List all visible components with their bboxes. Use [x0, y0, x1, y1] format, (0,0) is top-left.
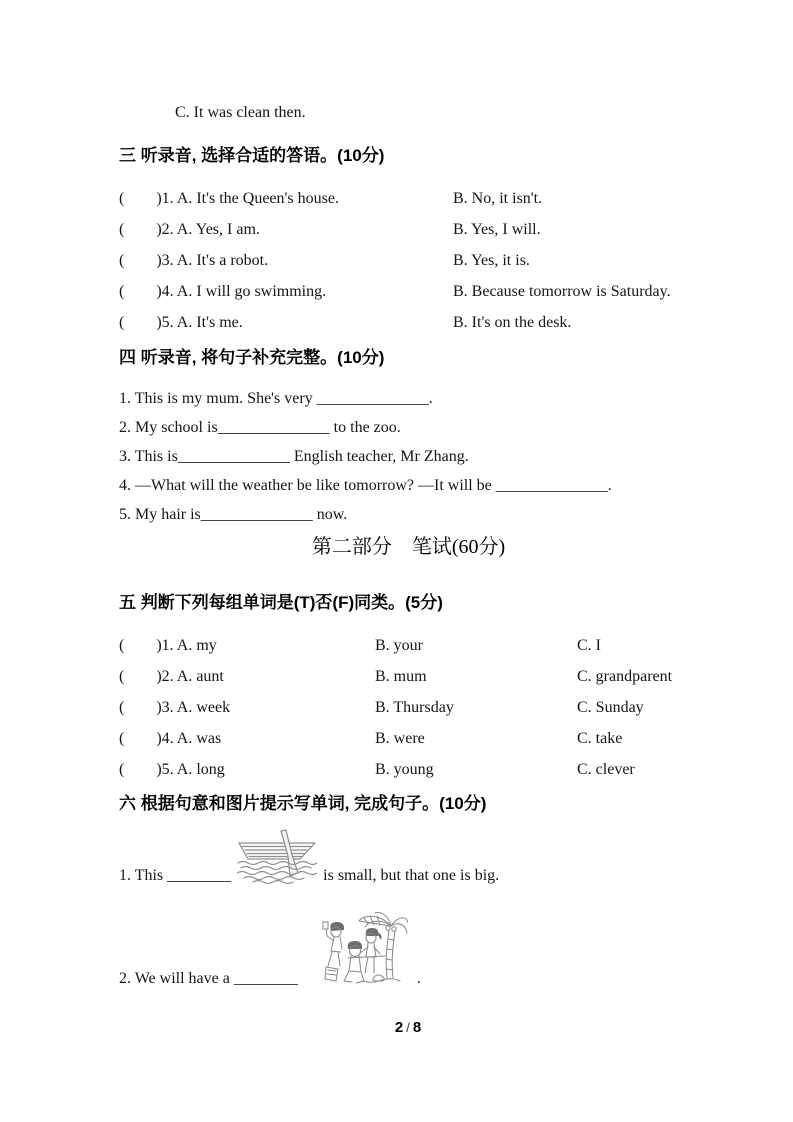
fill-blank-sentence: 5. My hair is______________ now.	[119, 506, 348, 523]
question-row	[119, 282, 698, 302]
option-b: B. your	[375, 637, 423, 654]
page-number	[119, 1019, 698, 1036]
option-a: ( )4. A. was	[119, 730, 222, 747]
word-group-row	[119, 636, 698, 656]
option-a: ( )3. A. week	[119, 699, 231, 716]
sentence-suffix: is small, but that one is big.	[323, 867, 500, 884]
page-total: 8	[412, 1019, 423, 1036]
word-group-row	[119, 667, 698, 687]
option-a: ( )4. A. I will go swimming.	[119, 283, 327, 300]
option-b: B. It's on the desk.	[453, 314, 572, 331]
section5-items	[119, 636, 698, 780]
sentence-suffix: .	[416, 970, 421, 987]
option-b: B. mum	[375, 668, 427, 685]
question-row	[119, 251, 698, 271]
option-a: ( )2. A. Yes, I am.	[119, 221, 260, 238]
fill-blank-sentence: 1. This is my mum. She's very ______________.	[119, 390, 433, 407]
option-b: B. Because tomorrow is Saturday.	[453, 283, 671, 300]
option-c: C. take	[577, 730, 623, 747]
page-current: 2	[394, 1019, 405, 1036]
option-b: B. were	[375, 730, 425, 747]
option-a: ( )3. A. It's a robot.	[119, 252, 269, 269]
option-b: B. young	[375, 761, 434, 778]
option-b: B. Thursday	[375, 699, 454, 716]
rowboat-image	[237, 828, 317, 886]
section5-heading: 五 判断下列每组单词是(T)否(F)同类。(5分)	[119, 593, 443, 612]
section6-item2	[119, 911, 698, 989]
option-b: B. No, it isn't.	[453, 190, 543, 207]
question-row	[119, 313, 698, 333]
word-group-row	[119, 729, 698, 749]
section3-heading: 三 听录音, 选择合适的答语。(10分)	[119, 146, 385, 165]
option-b: B. Yes, I will.	[453, 221, 541, 238]
word-group-row	[119, 760, 698, 780]
section4-heading: 四 听录音, 将句子补充完整。(10分)	[119, 348, 385, 367]
picnic-image	[304, 911, 408, 989]
section6-item1	[119, 828, 698, 886]
question-row	[119, 189, 698, 209]
section3-items	[119, 189, 698, 333]
page-separator: /	[406, 1020, 411, 1035]
option-c: C. I	[577, 637, 601, 654]
leftover-option-c-line: C. It was clean then.	[175, 104, 306, 121]
option-a: ( )1. A. my	[119, 637, 217, 654]
part2-heading: 第二部分 笔试(60分)	[311, 536, 506, 558]
fill-blank-sentence: 2. My school is______________ to the zoo.	[119, 419, 401, 436]
option-a: ( )2. A. aunt	[119, 668, 224, 685]
section6-heading: 六 根据句意和图片提示写单词, 完成句子。(10分)	[119, 794, 487, 813]
fill-blank-sentence: 4. —What will the weather be like tomorrow? —It will be ______________.	[119, 477, 612, 494]
sentence-prefix: 1. This ________	[119, 867, 232, 884]
option-c: C. clever	[577, 761, 635, 778]
option-a: ( )1. A. It's the Queen's house.	[119, 190, 339, 207]
sentence-prefix: 2. We will have a ________	[119, 970, 298, 987]
option-a: ( )5. A. It's me.	[119, 314, 243, 331]
question-row	[119, 220, 698, 240]
word-group-row	[119, 698, 698, 718]
section4-sentences	[119, 389, 698, 525]
option-b: B. Yes, it is.	[453, 252, 530, 269]
option-a: ( )5. A. long	[119, 761, 225, 778]
option-c: C. Sunday	[577, 699, 644, 716]
fill-blank-sentence: 3. This is______________ English teacher, Mr Zhang.	[119, 448, 469, 465]
option-c: C. grandparent	[577, 668, 673, 685]
